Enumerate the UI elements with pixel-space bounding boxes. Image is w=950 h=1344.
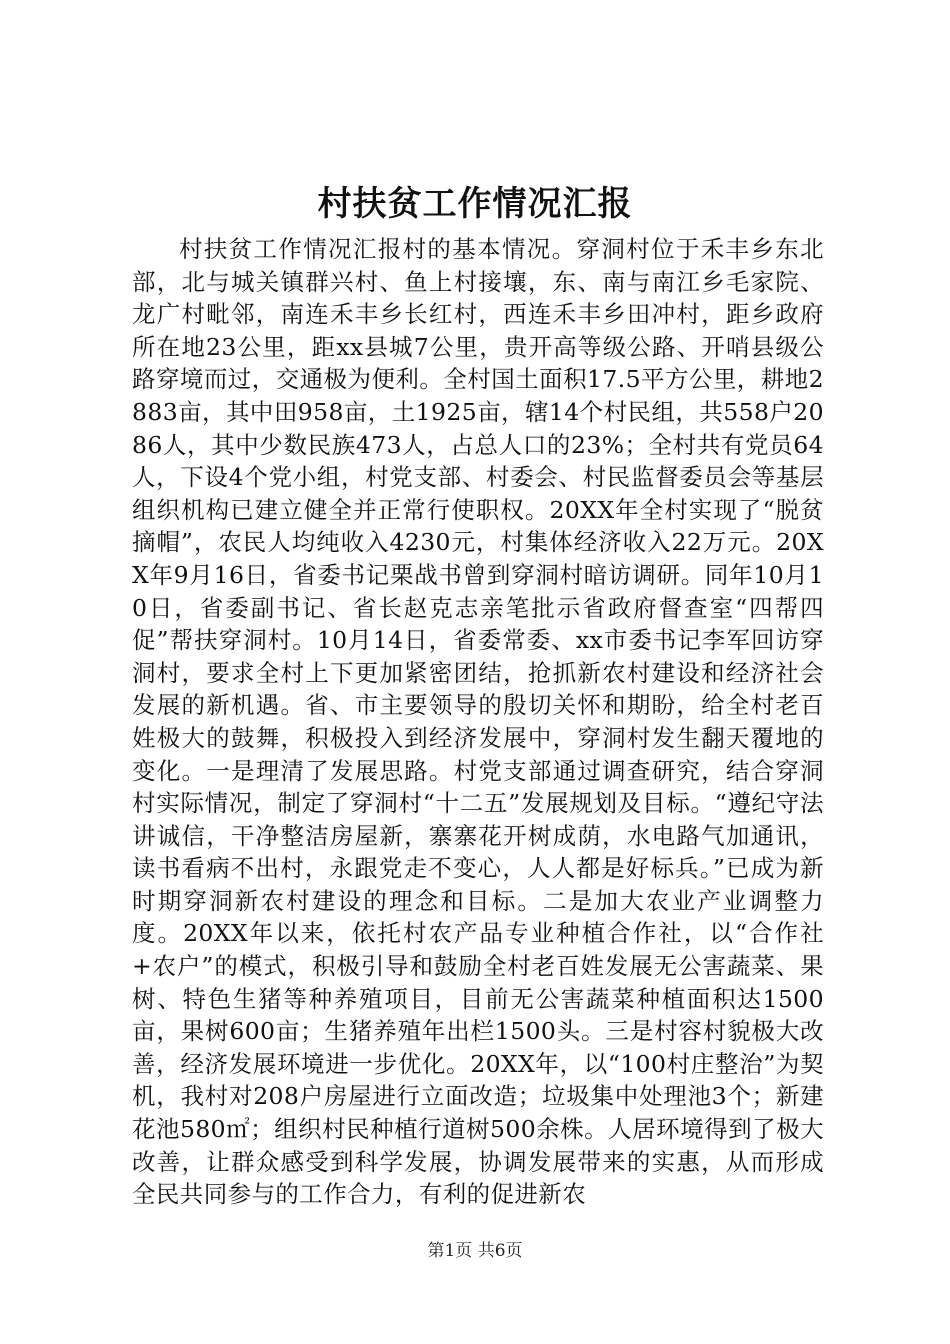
document-body-paragraph: 村扶贫工作情况汇报村的基本情况。穿洞村位于禾丰乡东北部，北与城关镇群兴村、鱼上村接壤，东、南与南江乡毛家院、龙广村毗邻，南连禾丰乡长红村，西连禾丰乡田冲村，距乡政府所在地23公里，距xx县城7公里，贵开高等级公路、开哨县级公路穿境而过，交通极为便利。全村国土面积17.5平方公里，耕地2883亩，其中田958亩，土1925亩，辖14个村民组，共558户2086人，其中少数民族473人，占总人口的23%；全村共有党员64人，下设4个党小组，村党支部、村委会、村民监督委员会等基层组织机构已建立健全并正常行使职权。20XX年全村实现了“脱贫摘帽”，农民人均纯收入4230元，村集体经济收入22万元。20XX年9月16日，省委书记栗战书曾到穿洞村暗访调研。同年10月10日，省委副书记、省长赵克志亲笔批示省政府督查室“四帮四促”帮扶穿洞村。10月14日，省委常委、xx市委书记李军回访穿洞村，要求全村上下更加紧密团结，抢抓新农村建设和经济社会发展的新机遇。省、市主要领导的殷切关怀和期盼，给全村老百姓极大的鼓舞，积极投入到经济发展中，穿洞村发生翻天覆地的变化。一是理清了发展思路。村党支部通过调查研究，结合穿洞村实际情况，制定了穿洞村“十二五”发展规划及目标。“遵纪守法讲诚信，干净整洁房屋新，寨寨花开树成荫，水电路气加通讯，读书看病不出村，永跟党走不变心，人人都是好标兵。”已成为新时期穿洞新农村建设的理念和目标。二是加大农业产业调整力度。20XX年以来，依托村农产品专业种植合作社，以“合作社+农户”的模式，积极引导和鼓励全村老百姓发展无公害蔬菜、果树、特色生猪等种养殖项目，目前无公害蔬菜种植面积达1500亩，果树600亩；生猪养殖年出栏1500头。三是村容村貌极大改善，经济发展环境进一步优化。20XX年，以“100村庄整治”为契机，我村对208户房屋进行立面改造；垃圾集中处理池3个；新建花池580㎡；组织村民种植行道树500余株。人居环境得到了极大改善，让群众感受到科学发展，协调发展带来的实惠，从而形成全民共同参与的工作合力，有利的促进新农	[132, 235, 824, 1209]
page-number-footer: 第1页 共6页	[427, 1241, 523, 1261]
document-title: 村扶贫工作情况汇报	[317, 184, 633, 224]
